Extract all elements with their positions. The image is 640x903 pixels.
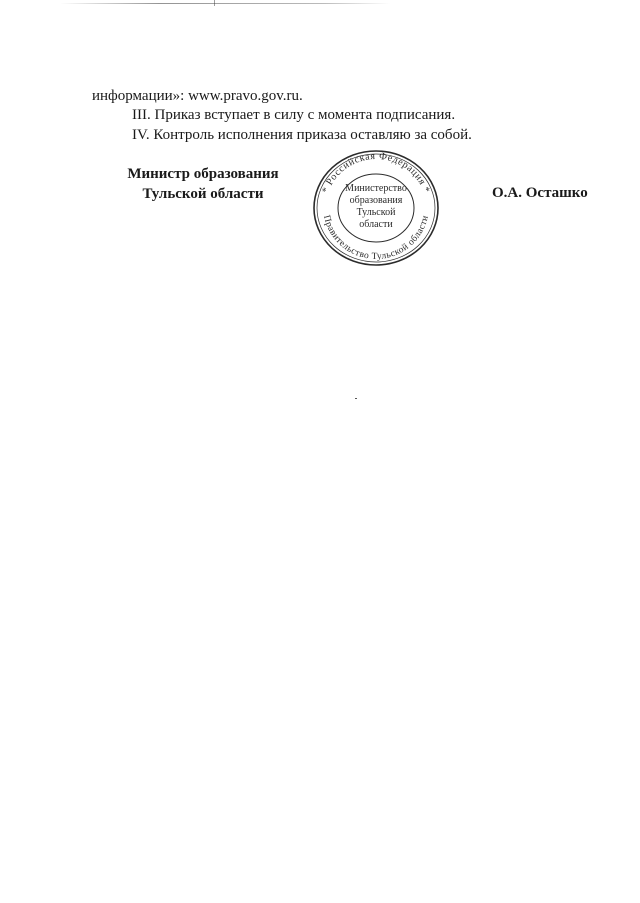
- signatory-title-line2: Тульской области: [142, 186, 264, 202]
- scan-edge-tick: [214, 0, 215, 6]
- signatory-title-line1: Министр образования: [127, 166, 279, 182]
- seal-outer-text-top: * Российская Федерация *: [320, 150, 432, 195]
- official-seal: [311, 148, 441, 268]
- seal-inner-line-2: образования: [349, 195, 403, 206]
- seal-inner-line-3: Тульской: [356, 207, 396, 218]
- scan-speck: [355, 398, 357, 399]
- paragraph-info-source: информации»: www.pravo.gov.ru.: [92, 88, 303, 104]
- paragraph-item-iv: IV. Контроль исполнения приказа оставляю за собой.: [132, 127, 472, 143]
- seal-graphic: [311, 148, 441, 268]
- seal-inner-line-1: Министерство: [345, 183, 407, 194]
- signatory-name: О.А. Осташко: [492, 185, 588, 201]
- seal-inner-line-4: области: [359, 219, 393, 230]
- seal-outer-text-bottom: Правительство Тульской области: [320, 214, 432, 263]
- paragraph-item-iii: III. Приказ вступает в силу с момента подписания.: [132, 107, 456, 123]
- signatory-title: [118, 164, 288, 204]
- scan-edge-artifact: [60, 3, 390, 4]
